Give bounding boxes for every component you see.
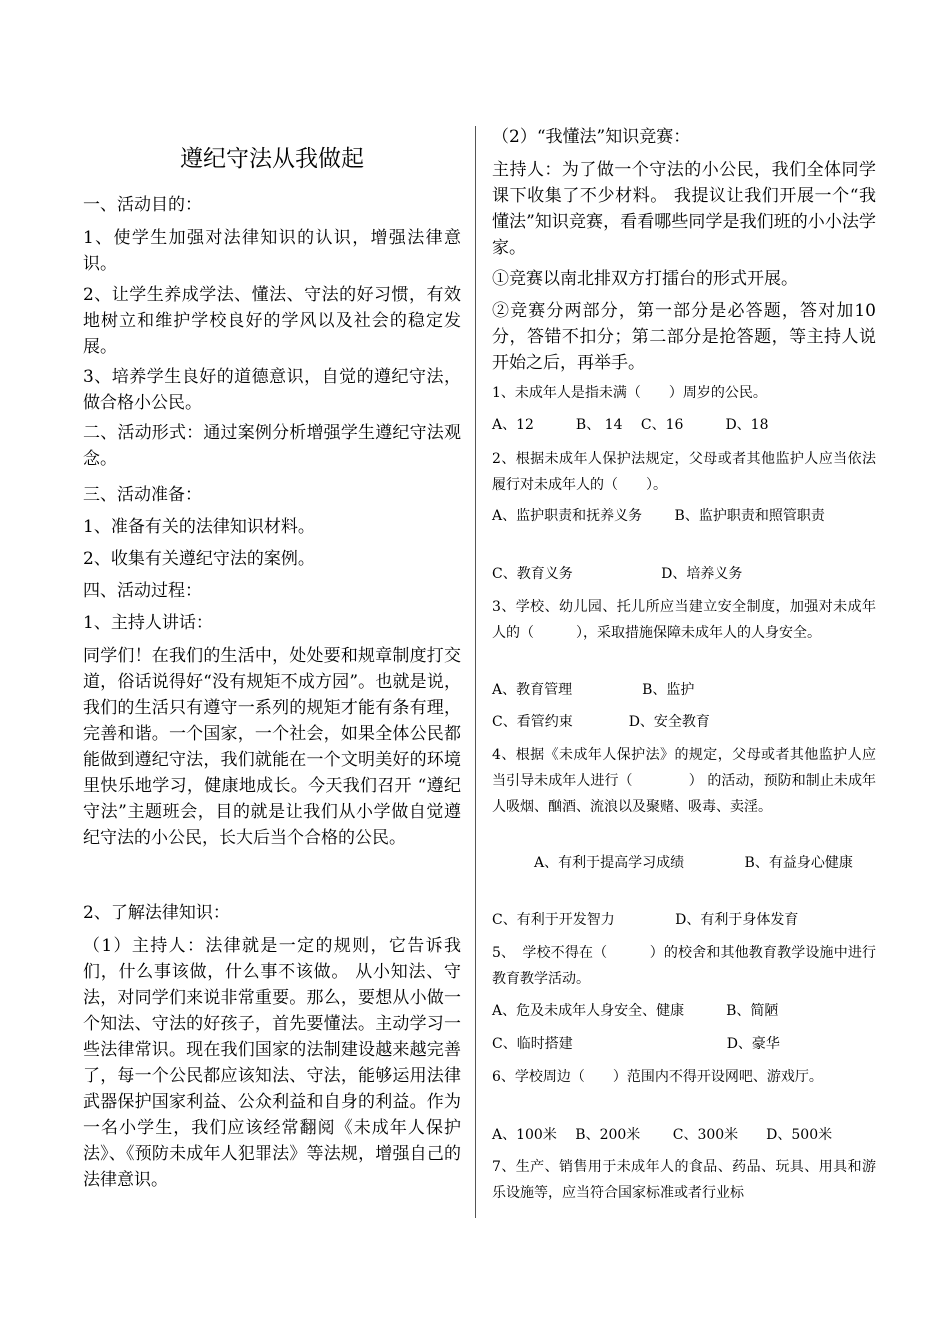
question-1: 1、未成年人是指未满（ ）周岁的公民。: [492, 385, 767, 401]
law-introduction: （1）主持人：法律就是一定的规则，它告诉我们，什么事该做，什么事不该做。 从小知法、守法，对同学们来说非常重要。那么，要想从小做一个知法、守法的好孩子，首先要懂法。主动学习一些法律常识。现在我们国家的法制建设越来越完善了，每一个公民都应该知法、守法，能够运用法律武器保护国家利益、公众利益和自身的利益。作为一名小学生，我们应该经常翻阅《未成年人保护法》、《预防未成年人犯罪法》等法规，增强自己的法律意识。: [83, 936, 461, 1190]
question-5: 5、 学校不得在（ ）的校舍和其他教育教学设施中进行教育教学活动。: [492, 945, 876, 987]
question-2-options-ab: A、监护职责和抚养义务 B、监护职责和照管职责: [492, 508, 825, 524]
section-3-item-1: 1、准备有关的法律知识材料。: [83, 517, 315, 537]
section-4-step-2: 2、了解法律知识：: [83, 903, 230, 923]
question-4: 4、根据《未成年人保护法》的规定，父母或者其他监护人应当引导未成年人进行（ ） 的活动，预防和制止未成年人吸烟、酗酒、流浪以及聚赌、吸毒、卖淫。: [492, 747, 876, 815]
question-4-options-cd: C、有利于开发智力 D、有利于身体发育: [492, 912, 799, 928]
page-title: 遵纪守法从我做起: [180, 146, 364, 172]
section-1-item-3: 3、培养学生良好的道德意识，自觉的遵纪守法，做合格小公民。: [83, 367, 461, 413]
question-5-options-ab: A、危及未成年人身安全、健康 B、简陋: [492, 1003, 779, 1019]
question-7: 7、生产、销售用于未成年人的食品、药品、玩具、用具和游乐设施等，应当符合国家标准或者行业标: [492, 1159, 876, 1201]
question-6: 6、学校周边（ ）范围内不得开设网吧、游戏厅。: [492, 1069, 823, 1085]
section-3-item-2: 2、收集有关遵纪守法的案例。: [83, 549, 315, 569]
quiz-host-intro: 主持人：为了做一个守法的小公民，我们全体同学课下收集了不少材料。 我提议让我们开展一个“我懂法”知识竞赛，看看哪些同学是我们班的小小法学家。: [492, 160, 876, 258]
question-6-options: A、100米 B、200米 C、300米 D、500米: [492, 1127, 833, 1143]
section-4-heading: 四、活动过程：: [83, 581, 202, 601]
question-3: 3、学校、幼儿园、托儿所应当建立安全制度，加强对未成年人的（ ），采取措施保障未成年人的人身安全。: [492, 599, 876, 641]
section-2: 二、活动形式：通过案例分析增强学生遵纪守法观念。: [83, 423, 461, 469]
question-3-options-ab: A、教育管理 B、监护: [492, 682, 695, 698]
quiz-heading: （2）“我懂法”知识竞赛：: [492, 127, 691, 147]
question-2: 2、根据未成年人保护法规定，父母或者其他监护人应当依法履行对未成年人的（ ）。: [492, 451, 876, 493]
question-4-options-ab: A、有利于提高学习成绩 B、有益身心健康: [492, 855, 853, 871]
question-1-options: A、12 B、 14 C、16 D、18: [492, 417, 769, 433]
section-4-step-1: 1、主持人讲话：: [83, 613, 213, 633]
question-2-options-cd: C、教育义务 D、培养义务: [492, 566, 743, 582]
quiz-rule-2: ②竞赛分两部分，第一部分是必答题，答对加10 分，答错不扣分；第二部分是抢答题，等主持人说开始之后，再举手。: [492, 301, 876, 373]
column-divider: [475, 126, 476, 1218]
section-1-item-1: 1、使学生加强对法律知识的认识，增强法律意识。: [83, 228, 461, 274]
question-5-options-cd: C、临时搭建 D、豪华: [492, 1036, 780, 1052]
host-speech: 同学们！在我们的生活中，处处要和规章制度打交道，俗话说得好“没有规矩不成方园”。也就是说，我们的生活只有遵守一系列的规矩才能有条有理，完善和谐。一个国家，一个社会，如果全体公民都能做到遵纪守法，我们就能在一个文明美好的环境里快乐地学习，健康地成长。今天我们召开 “遵纪守法”主题班会，目的就是让我们从小学做自觉遵纪守法的小公民，长大后当个合格的公民。: [83, 646, 461, 848]
section-3-heading: 三、活动准备：: [83, 485, 202, 505]
section-1-heading: 一、活动目的：: [83, 195, 202, 215]
question-3-options-cd: C、看管约束 D、安全教育: [492, 714, 710, 730]
section-1-item-2: 2、让学生养成学法、懂法、守法的好习惯，有效地树立和维护学校良好的学风以及社会的稳定发展。: [83, 285, 461, 357]
quiz-rule-1: ①竞赛以南北排双方打擂台的形式开展。: [492, 269, 798, 289]
